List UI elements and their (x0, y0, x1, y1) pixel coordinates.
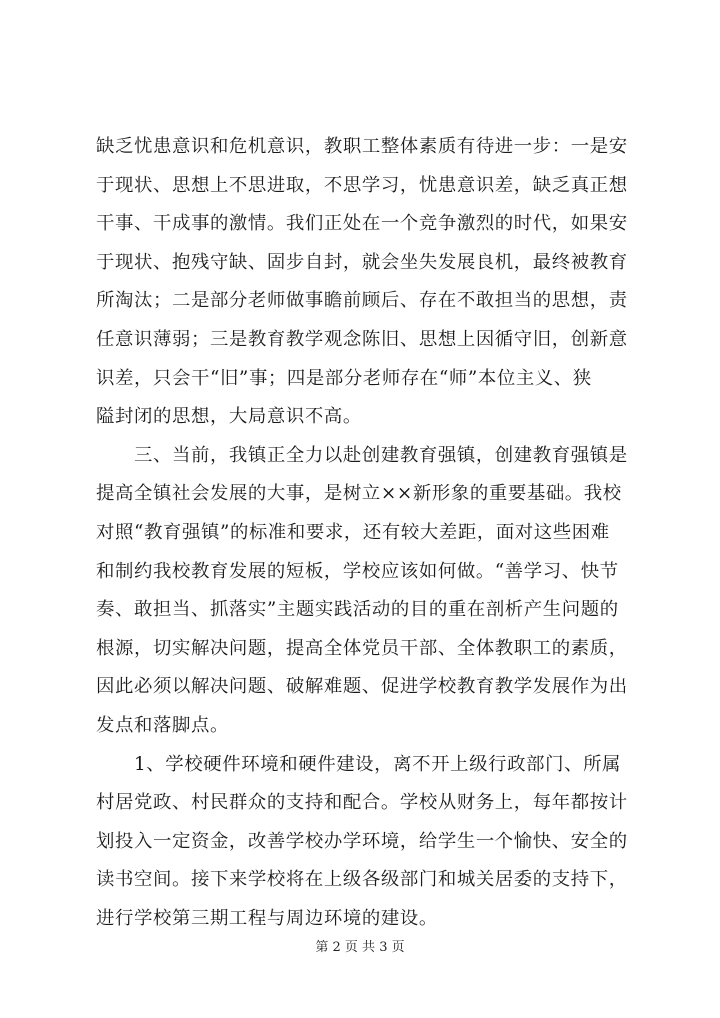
text-line: 缺乏忧患意识和危机意识，教职工整体素质有待进一步：一是安 (96, 136, 628, 157)
text-line: 读书空间。接下来学校将在上级各级部门和城关居委的支持下， (96, 869, 628, 891)
text-line: 对照“教育强镇”的标准和要求，还有较大差距，面对这些困难 (96, 521, 610, 543)
text-line: 和制约我校教育发展的短板，学校应该如何做。“善学习、快节 (96, 560, 619, 582)
text-line: 发点和落脚点。 (96, 714, 229, 736)
text-line: 于现状、思想上不思进取，不思学习，忧患意识差，缺乏真正想 (96, 174, 628, 196)
text-line: 奏、敢担当、抓落实”主题实践活动的目的重在剖析产生问题的 (96, 599, 619, 621)
text-line: 所淘汰；二是部分老师做事瞻前顾后、存在不敢担当的思想，责 (96, 290, 628, 312)
text-line: 进行学校第三期工程与周边环境的建设。 (96, 907, 438, 929)
text-line: 提高全镇社会发展的大事，是树立××新形象的重要基础。我校 (96, 483, 622, 505)
text-line: 根源，切实解决问题，提高全体党员干部、全体教职工的素质， (96, 637, 628, 659)
text-line: 识差，只会干“旧”事；四是部分老师存在“师”本位主义、狭 (96, 367, 592, 389)
text-line: 划投入一定资金，改善学校办学环境，给学生一个愉快、安全的 (96, 830, 628, 852)
text-line: 隘封闭的思想，大局意识不高。 (96, 406, 362, 428)
page-number-footer: 第 2 页 共 3 页 (315, 940, 405, 955)
text-line: 1、学校硬件环境和硬件建设，离不开上级行政部门、所属 (96, 753, 622, 775)
text-line: 干事、干成事的激情。我们正处在一个竞争激烈的时代，如果安 (96, 213, 628, 235)
text-line: 三、当前，我镇正全力以赴创建教育强镇，创建教育强镇是 (96, 444, 628, 466)
text-line: 因此必须以解决问题、破解难题、促进学校教育教学发展作为出 (96, 676, 628, 698)
text-line: 任意识薄弱；三是教育教学观念陈旧、思想上因循守旧，创新意 (96, 328, 628, 350)
document-body (96, 128, 666, 938)
text-line: 村居党政、村民群众的支持和配合。学校从财务上，每年都按计 (96, 792, 628, 814)
text-line: 于现状、抱残守缺、固步自封，就会坐失发展良机，最终被教育 (96, 251, 628, 273)
